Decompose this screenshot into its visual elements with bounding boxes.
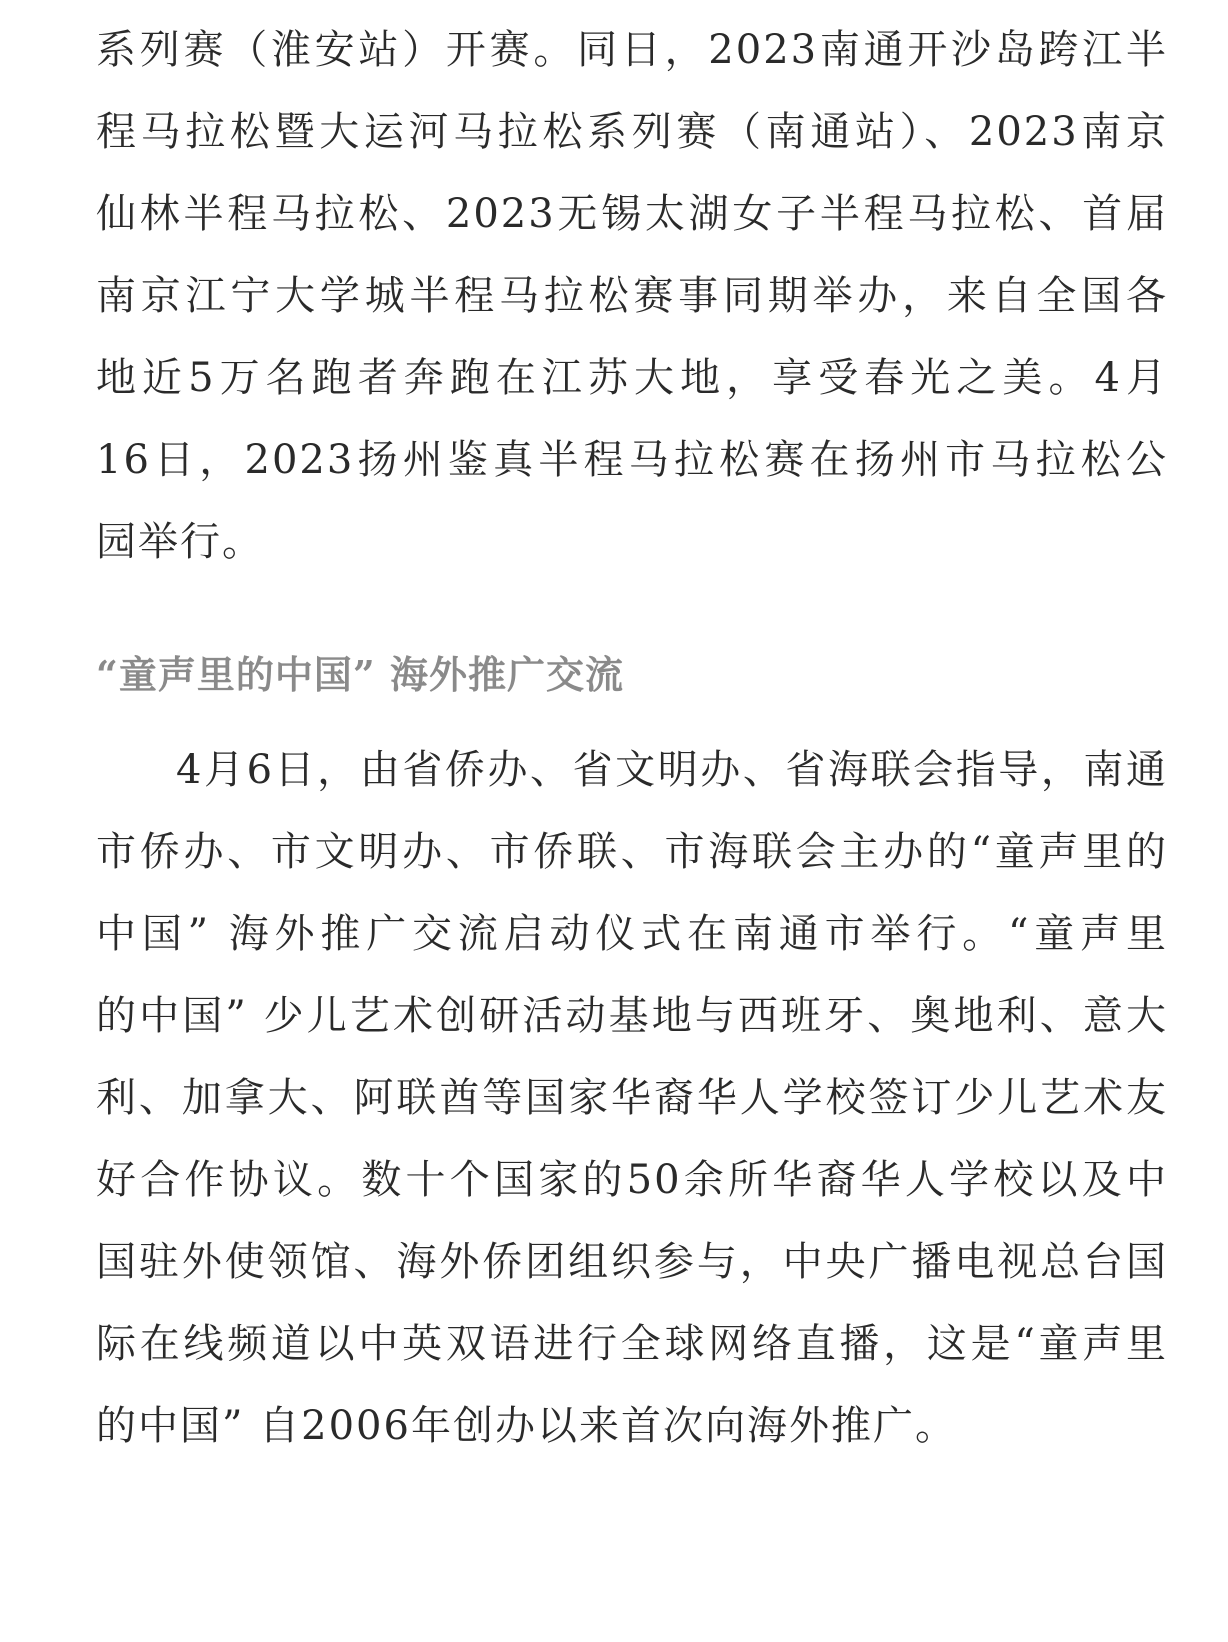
section-heading: “童声里的中国” 海外推广交流 — [96, 652, 624, 697]
text-line: 园举行。 — [96, 519, 264, 565]
text-line: 好合作协议。数十个国家的50余所华裔华人学校以及中 — [96, 1157, 1168, 1203]
text-line: 仙林半程马拉松、2023无锡太湖女子半程马拉松、首届 — [96, 191, 1168, 237]
text-line: 南京江宁大学城半程马拉松赛事同期举办，来自全国各 — [96, 273, 1168, 319]
text-line: 际在线频道以中英双语进行全球网络直播，这是“童声里 — [96, 1321, 1168, 1367]
text-line: 国驻外使领馆、海外侨团组织参与，中央广播电视总台国 — [96, 1239, 1168, 1285]
text-line: 16日，2023扬州鉴真半程马拉松赛在扬州市马拉松公 — [96, 437, 1168, 483]
text-line: 中国” 海外推广交流启动仪式在南通市举行。“童声里 — [96, 911, 1168, 957]
text-line: 的中国” 自2006年创办以来首次向海外推广。 — [96, 1403, 957, 1449]
text-line: 市侨办、市文明办、市侨联、市海联会主办的“童声里的 — [96, 829, 1168, 875]
text-line: 地近5万名跑者奔跑在江苏大地，享受春光之美。4月 — [96, 355, 1168, 401]
text-line: 的中国” 少儿艺术创研活动基地与西班牙、奥地利、意大 — [96, 993, 1168, 1039]
text-line: 利、加拿大、阿联酋等国家华裔华人学校签订少儿艺术友 — [96, 1075, 1168, 1121]
text-line: 4月6日，由省侨办、省文明办、省海联会指导，南通 — [176, 747, 1168, 793]
text-line: 程马拉松暨大运河马拉松系列赛（南通站）、2023南京 — [96, 109, 1168, 155]
text-line: 系列赛（淮安站）开赛。同日，2023南通开沙岛跨江半 — [96, 27, 1168, 73]
